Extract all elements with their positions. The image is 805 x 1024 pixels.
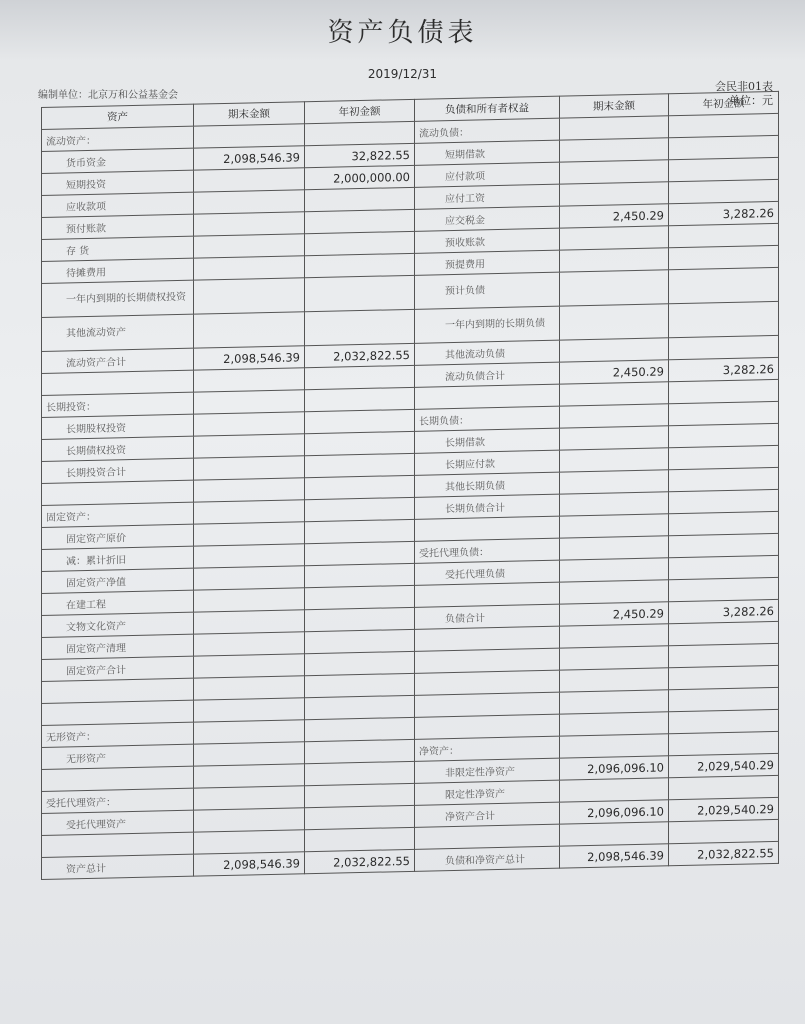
liability-end-amount [560, 624, 669, 648]
form-number: 会民非01表 [715, 80, 773, 93]
liability-end-amount [560, 116, 669, 140]
asset-label: 长期股权投资 [42, 414, 194, 439]
asset-begin-amount [305, 209, 415, 233]
liability-begin-amount [669, 621, 779, 645]
asset-begin-amount [305, 453, 415, 477]
liability-label: 流动负债合计 [415, 362, 560, 387]
report-date: 2019/12/31 [367, 67, 438, 81]
asset-label: 固定资产原价 [42, 524, 194, 549]
asset-end-amount [194, 654, 305, 678]
liability-begin-amount [669, 379, 779, 403]
asset-label: 流动资产： [42, 126, 194, 151]
asset-label: 预付账款 [42, 214, 194, 239]
asset-begin-amount [305, 651, 415, 675]
asset-begin-amount [305, 585, 415, 609]
liability-end-amount [560, 778, 669, 802]
liability-begin-amount [669, 223, 779, 247]
asset-begin-amount [305, 541, 415, 565]
liability-label [415, 648, 560, 673]
liability-end-amount [560, 448, 669, 472]
asset-label: 一年内到期的长期债权投资 [42, 280, 194, 317]
asset-label: 短期投资 [42, 170, 194, 195]
liability-begin-amount [669, 643, 779, 667]
liability-begin-amount [669, 555, 779, 579]
liability-label: 应交税金 [415, 206, 560, 231]
liability-begin-amount [669, 577, 779, 601]
liability-label: 净资产： [415, 736, 560, 761]
asset-begin-amount [305, 519, 415, 543]
liability-begin-amount [669, 775, 779, 799]
liability-label: 负债和净资产总计 [415, 846, 560, 871]
liability-end-amount [560, 304, 669, 340]
liability-begin-amount: 2,029,540.29 [669, 753, 779, 777]
liability-label: 预提费用 [415, 250, 560, 275]
asset-label: 无形资产 [42, 744, 194, 769]
asset-begin-amount: 2,032,822.55 [305, 343, 415, 367]
liability-end-amount [560, 558, 669, 582]
asset-end-amount [194, 742, 305, 766]
asset-end-amount [194, 434, 305, 458]
asset-label: 固定资产： [42, 502, 194, 527]
asset-begin-amount [305, 563, 415, 587]
asset-end-amount [194, 390, 305, 414]
asset-label: 减：累计折旧 [42, 546, 194, 571]
asset-begin-amount [305, 695, 415, 719]
asset-end-amount [194, 190, 305, 214]
liability-begin-amount: 3,282.26 [669, 599, 779, 623]
column-header: 期末金额 [560, 94, 669, 118]
liability-end-amount [560, 160, 669, 184]
liability-end-amount [560, 470, 669, 494]
liability-label [415, 626, 560, 651]
liability-label: 长期负债： [415, 406, 560, 431]
liability-label: 受托代理负债： [415, 538, 560, 563]
asset-label: 在建工程 [42, 590, 194, 615]
liability-begin-amount: 3,282.26 [669, 357, 779, 381]
column-header: 负债和所有者权益 [415, 96, 560, 121]
asset-begin-amount [305, 827, 415, 851]
liability-label: 一年内到期的长期负债 [415, 306, 560, 343]
asset-end-amount [194, 478, 305, 502]
liability-end-amount [560, 382, 669, 406]
liability-end-amount [560, 138, 669, 162]
liability-begin-amount [669, 401, 779, 425]
liability-end-amount [560, 646, 669, 670]
asset-end-amount [194, 168, 305, 192]
liability-label [415, 582, 560, 607]
column-header: 资产 [42, 104, 194, 129]
liability-label: 长期负债合计 [415, 494, 560, 519]
liability-end-amount [560, 690, 669, 714]
asset-end-amount [194, 412, 305, 436]
asset-end-amount [194, 544, 305, 568]
asset-end-amount [194, 312, 305, 348]
liability-begin-amount: 3,282.26 [669, 201, 779, 225]
asset-end-amount: 2,098,546.39 [194, 146, 305, 170]
liability-label: 其他流动负债 [415, 340, 560, 365]
liability-end-amount [560, 668, 669, 692]
liability-end-amount [560, 226, 669, 250]
liability-end-amount: 2,450.29 [560, 360, 669, 384]
liability-label: 限定性净资产 [415, 780, 560, 805]
liability-begin-amount [669, 113, 779, 137]
liability-label: 预收账款 [415, 228, 560, 253]
liability-begin-amount [669, 489, 779, 513]
liability-label: 非限定性净资产 [415, 758, 560, 783]
liability-end-amount [560, 182, 669, 206]
asset-end-amount [194, 500, 305, 524]
liability-label [415, 692, 560, 717]
liability-begin-amount [669, 467, 779, 491]
liability-begin-amount [669, 157, 779, 181]
asset-end-amount [194, 212, 305, 236]
liability-end-amount [560, 404, 669, 428]
asset-end-amount [194, 808, 305, 832]
asset-label: 无形资产： [42, 722, 194, 747]
asset-label: 长期投资： [42, 392, 194, 417]
liability-end-amount [560, 426, 669, 450]
asset-label: 应收款项 [42, 192, 194, 217]
liability-label: 预计负债 [415, 272, 560, 309]
currency-unit: 单位：元 [729, 94, 773, 107]
asset-label: 待摊费用 [42, 258, 194, 283]
liability-end-amount [560, 536, 669, 560]
asset-begin-amount [305, 409, 415, 433]
liability-label: 其他长期负债 [415, 472, 560, 497]
liability-label: 流动负债： [415, 118, 560, 143]
liability-begin-amount [669, 533, 779, 557]
liability-begin-amount [669, 335, 779, 359]
liability-begin-amount [669, 423, 779, 447]
asset-begin-amount [305, 717, 415, 741]
asset-label: 固定资产合计 [42, 656, 194, 681]
balance-sheet [41, 91, 778, 880]
asset-end-amount [194, 522, 305, 546]
liability-label [415, 670, 560, 695]
asset-begin-amount [305, 309, 415, 345]
asset-begin-amount [305, 365, 415, 389]
asset-begin-amount [305, 607, 415, 631]
balance-sheet-table [41, 91, 779, 880]
liability-label [415, 824, 560, 849]
asset-label: 固定资产清理 [42, 634, 194, 659]
liability-label: 长期应付款 [415, 450, 560, 475]
asset-label: 货币资金 [42, 148, 194, 173]
asset-begin-amount [305, 629, 415, 653]
liability-end-amount [560, 734, 669, 758]
liability-label [415, 516, 560, 541]
liability-begin-amount [669, 709, 779, 733]
liability-end-amount: 2,096,096.10 [560, 800, 669, 824]
asset-label: 受托代理资产 [42, 810, 194, 835]
asset-label: 存 货 [42, 236, 194, 261]
liability-begin-amount [669, 245, 779, 269]
asset-label: 长期债权投资 [42, 436, 194, 461]
asset-label: 资产总计 [42, 854, 194, 879]
asset-begin-amount [305, 673, 415, 697]
liability-end-amount: 2,098,546.39 [560, 844, 669, 868]
asset-end-amount [194, 830, 305, 854]
column-header: 年初金额 [669, 91, 779, 115]
liability-end-amount [560, 270, 669, 306]
asset-end-amount [194, 368, 305, 392]
liability-begin-amount [669, 511, 779, 535]
liability-end-amount [560, 712, 669, 736]
asset-begin-amount [305, 431, 415, 455]
liability-begin-amount [669, 665, 779, 689]
liability-label: 受托代理负债 [415, 560, 560, 585]
asset-begin-amount [305, 253, 415, 277]
liability-begin-amount: 2,032,822.55 [669, 841, 779, 865]
asset-begin-amount: 2,000,000.00 [305, 165, 415, 189]
liability-begin-amount [669, 179, 779, 203]
liability-begin-amount: 2,029,540.29 [669, 797, 779, 821]
liability-end-amount [560, 492, 669, 516]
asset-begin-amount [305, 497, 415, 521]
asset-begin-amount [305, 187, 415, 211]
asset-end-amount [194, 610, 305, 634]
asset-label: 其他流动资产 [42, 314, 194, 351]
asset-begin-amount [305, 275, 415, 311]
liability-end-amount [560, 248, 669, 272]
liability-end-amount [560, 514, 669, 538]
liability-label: 负债合计 [415, 604, 560, 629]
liability-begin-amount [669, 135, 779, 159]
asset-end-amount [194, 698, 305, 722]
liability-label [415, 384, 560, 409]
asset-begin-amount [305, 739, 415, 763]
liability-end-amount: 2,450.29 [560, 204, 669, 228]
asset-end-amount [194, 632, 305, 656]
asset-label: 长期投资合计 [42, 458, 194, 483]
liability-begin-amount [669, 267, 779, 303]
asset-begin-amount [305, 761, 415, 785]
liability-begin-amount [669, 731, 779, 755]
asset-end-amount [194, 588, 305, 612]
asset-end-amount: 2,098,546.39 [194, 852, 305, 876]
liability-begin-amount [669, 687, 779, 711]
liability-label: 应付款项 [415, 162, 560, 187]
asset-begin-amount [305, 231, 415, 255]
asset-label: 文物文化资产 [42, 612, 194, 637]
asset-end-amount [194, 234, 305, 258]
asset-end-amount [194, 764, 305, 788]
asset-label: 固定资产净值 [42, 568, 194, 593]
asset-begin-amount: 2,032,822.55 [305, 849, 415, 873]
asset-end-amount [194, 456, 305, 480]
liability-label: 净资产合计 [415, 802, 560, 827]
column-header: 年初金额 [305, 99, 415, 123]
liability-begin-amount [669, 819, 779, 843]
column-header: 期末金额 [194, 102, 305, 126]
asset-end-amount [194, 124, 305, 148]
liability-label: 长期借款 [415, 428, 560, 453]
liability-end-amount [560, 822, 669, 846]
asset-begin-amount: 32,822.55 [305, 143, 415, 167]
asset-begin-amount [305, 121, 415, 145]
asset-end-amount: 2,098,546.39 [194, 346, 305, 370]
liability-begin-amount [669, 301, 779, 337]
asset-begin-amount [305, 805, 415, 829]
asset-end-amount [194, 786, 305, 810]
asset-begin-amount [305, 475, 415, 499]
liability-begin-amount [669, 445, 779, 469]
page-title: 资产负债表 [327, 18, 478, 48]
liability-end-amount: 2,096,096.10 [560, 756, 669, 780]
asset-label: 受托代理资产： [42, 788, 194, 813]
asset-end-amount [194, 256, 305, 280]
asset-begin-amount [305, 783, 415, 807]
liability-label: 应付工资 [415, 184, 560, 209]
asset-end-amount [194, 720, 305, 744]
asset-label: 流动资产合计 [42, 348, 194, 373]
org-name: 编制单位：北京万和公益基金会 [38, 90, 178, 101]
liability-label: 短期借款 [415, 140, 560, 165]
liability-end-amount [560, 338, 669, 362]
asset-end-amount [194, 278, 305, 314]
asset-end-amount [194, 566, 305, 590]
liability-label [415, 714, 560, 739]
liability-end-amount: 2,450.29 [560, 602, 669, 626]
liability-end-amount [560, 580, 669, 604]
asset-end-amount [194, 676, 305, 700]
asset-begin-amount [305, 387, 415, 411]
